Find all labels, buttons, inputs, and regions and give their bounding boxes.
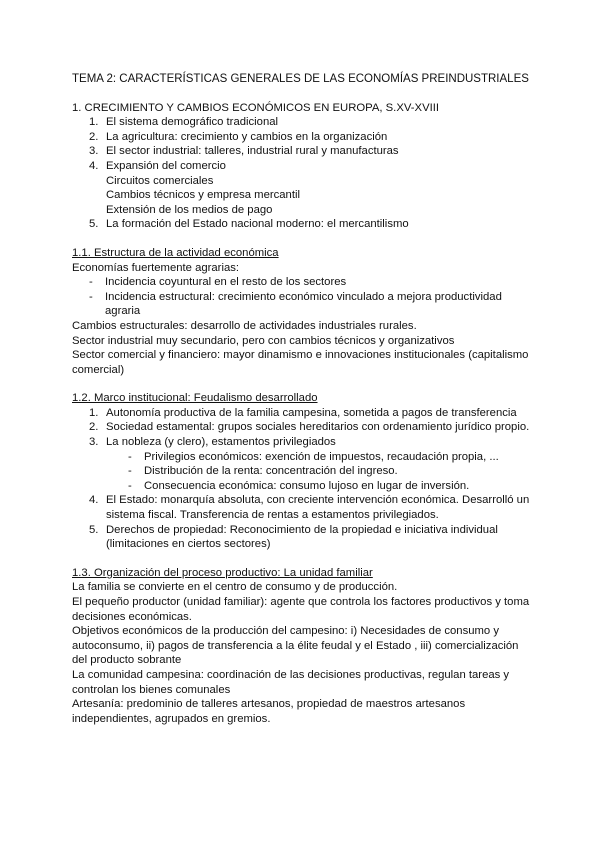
item-text: Expansión del comercio: [106, 159, 226, 172]
item-text: El sistema demográfico tradicional: [106, 116, 279, 129]
item-text: Autonomía productiva de la familia campesina, sometida a pagos de transferencia: [106, 406, 517, 419]
list-item: [72, 420, 532, 435]
bullet-text: Consecuencia económica: consumo lujoso en lugar de inversión.: [144, 479, 470, 492]
list-item: [72, 217, 532, 232]
list-item: [72, 144, 532, 159]
section-1-1-intro: Economías fuertemente agrarias:: [72, 261, 240, 274]
dash-marker: -: [128, 450, 132, 463]
list-item: [72, 523, 532, 552]
section-1-2-sub-list: [72, 450, 532, 494]
paragraph: La familia se convierte en el centro de consumo y de producción.: [72, 581, 398, 594]
document-title: TEMA 2: CARACTERÍSTICAS GENERALES DE LAS ECONOMÍAS PREINDUSTRIALES: [72, 73, 529, 85]
section-1-3-heading: 1.3. Organización del proceso productivo: La unidad familiar: [72, 566, 373, 579]
item-text: Derechos de propiedad: Reconocimiento de la propiedad e iniciativa individual (limitaciones en ciertos sectores): [106, 523, 498, 551]
paragraph: Objetivos económicos de la producción del campesino: i) Necesidades de consumo y autoconsumo, ii) pagos de transferencia a la élite feudal y el Estado , iii) comercialización del producto sobrante: [72, 625, 519, 667]
section-1-2-list: [72, 406, 532, 552]
paragraph: Sector industrial muy secundario, pero con cambios técnicos y organizativos: [72, 334, 455, 347]
bullet-text: Privilegios económicos: exención de impuestos, recaudación propia, ...: [144, 450, 499, 463]
item-text: La nobleza (y clero), estamentos privilegiados: [106, 436, 336, 449]
paragraph: El pequeño productor (unidad familiar): agente que controla los factores productivos y toma decisiones económicas.: [72, 596, 530, 623]
list-item: [72, 130, 532, 145]
sub-item: Extensión de los medios de pago: [106, 203, 273, 216]
section-1-1-heading: 1.1. Estructura de la actividad económica: [72, 246, 279, 259]
section-1-3: [72, 566, 532, 727]
dash-marker: -: [128, 465, 132, 478]
item-text: La formación del Estado nacional moderno: el mercantilismo: [106, 218, 409, 231]
section-1: [72, 101, 532, 232]
paragraph: Artesanía: predominio de talleres artesanos, propiedad de maestros artesanos independientes, agrupados en gremios.: [72, 698, 466, 725]
list-item: [72, 406, 532, 421]
bullet-text: Incidencia estructural: crecimiento económico vinculado a mejora productividad agraria: [105, 290, 502, 318]
dash-marker: -: [128, 479, 132, 492]
bullet-text: Distribución de la renta: concentración del ingreso.: [144, 465, 398, 478]
list-item: [72, 115, 532, 130]
paragraph: La comunidad campesina: coordinación de las decisiones productivas, regulan tareas y controlan los bienes comunales: [72, 668, 510, 696]
item-number: 3.: [89, 436, 99, 449]
item-number: 4.: [89, 494, 99, 507]
list-item: [72, 435, 532, 493]
section-1-1: [72, 246, 532, 377]
paragraph: Cambios estructurales: desarrollo de actividades industriales rurales.: [72, 319, 417, 332]
item-number: 4.: [89, 159, 99, 172]
list-item: [72, 450, 532, 465]
item-number: 5.: [89, 218, 99, 231]
list-item: [72, 479, 532, 494]
item-number: 5.: [89, 523, 99, 536]
section-1-1-bullets: [72, 275, 532, 319]
item-number: 2.: [89, 130, 99, 143]
item-text: La agricultura: crecimiento y cambios en la organización: [106, 130, 388, 143]
item-number: 3.: [89, 145, 99, 158]
list-item: [72, 464, 532, 479]
paragraph: Sector comercial y financiero: mayor dinamismo e innovaciones institucionales (capitalismo comercial): [72, 349, 529, 376]
item-text: Sociedad estamental: grupos sociales hereditarios con ordenamiento jurídico propio.: [106, 421, 530, 434]
section-1-list: [72, 115, 532, 232]
dash-marker: -: [89, 276, 93, 289]
dash-marker: -: [89, 290, 93, 303]
list-item: [72, 290, 532, 319]
sub-item: Circuitos comerciales: [106, 174, 214, 187]
list-item: [72, 159, 532, 217]
item-number: 1.: [89, 116, 99, 129]
section-1-2-heading: 1.2. Marco institucional: Feudalismo desarrollado: [72, 392, 318, 405]
sub-item: Cambios técnicos y empresa mercantil: [106, 189, 300, 202]
list-item: [72, 275, 532, 290]
item-number: 1.: [89, 406, 99, 419]
section-1-2: [72, 391, 532, 552]
document-page: [72, 72, 532, 726]
bullet-text: Incidencia coyuntural en el resto de los sectores: [105, 276, 347, 289]
list-item: [72, 493, 532, 522]
item-text: El sector industrial: talleres, industrial rural y manufacturas: [106, 145, 399, 158]
section-1-heading: 1. CRECIMIENTO Y CAMBIOS ECONÓMICOS EN EUROPA, S.XV-XVIII: [72, 101, 440, 114]
item-text: El Estado: monarquía absoluta, con creciente intervención económica. Desarrolló un sistema fiscal. Transferencia de rentas a estamentos privilegiados.: [106, 494, 530, 522]
item-number: 2.: [89, 421, 99, 434]
